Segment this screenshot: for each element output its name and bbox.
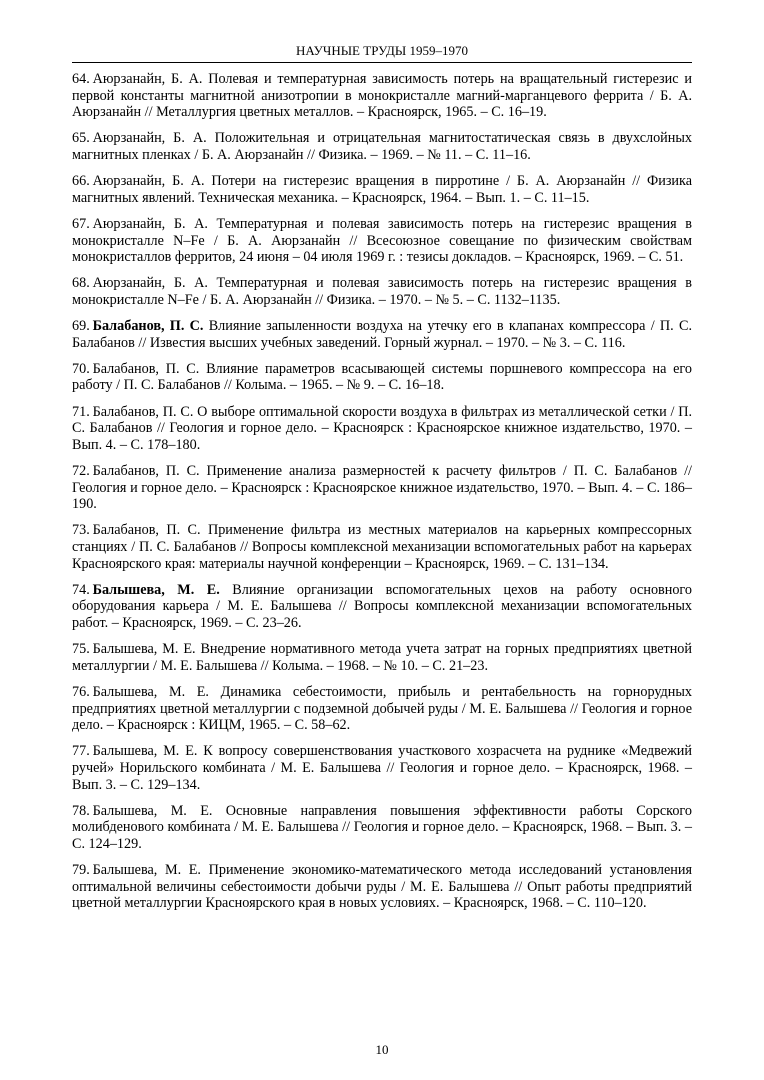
entry-text: Влияние запыленности воздуха на утечку его в клапанах компрессора / П. С. Балабанов // Известия высших учебных заведений. Горный журнал. – 1970. – № 3. – С. 116. [72,318,692,351]
bibliography-entry [72,404,692,454]
entry-number: 73. [72,522,90,539]
entry-number: 69. [72,318,90,335]
bibliography-entry [72,522,692,572]
entry-author: Балабанов, П. С. [92,318,204,335]
entry-text: Аюрзанайн, Б. А. Потери на гистерезис вращения в пирротине / Б. А. Аюрзанайн // Физика магнитных явлений. Техническая механика. – Красноярск, 1964. – Вып. 1. – С. 11–15. [72,173,692,206]
bibliography-entry [72,71,692,121]
header-rule [72,62,692,63]
entry-number: 68. [72,275,90,292]
entry-number: 67. [72,215,90,232]
entry-text: Аюрзанайн, Б. А. Температурная и полевая зависимость потерь на гистерезис вращения в монокристалле N–Fe / Б. А. Аюрзанайн // Всесоюзное совещание по физическим свойствам монокристаллов ферритов, 24 июня – 04 июля 1969 г. : тезисы докладов. – Красноярск, 1969. – С. 51. [72,215,692,266]
entry-text: Аюрзанайн, Б. А. Положительная и отрицательная магнитостатическая связь в двухслойных магнитных пленках / Б. А. Аюрзанайн // Физика. – 1969. – № 11. – С. 11–16. [72,130,692,163]
entry-text: Аюрзанайн, Б. А. Полевая и температурная зависимость потерь на вращательный гистерезис и первой константы магнитной анизотропии в монокристалле магний-марганцевого феррита / Б. А. Аюрзанайн // Металлургия цветных металлов. – Красноярск, 1965. – С. 16–19. [72,71,692,121]
bibliography-entry [72,216,692,266]
bibliography-entry [72,275,692,308]
entry-text: Влияние организации вспомогательных цехов на работу основного оборудования карьера / М. Е. Балышева // Вопросы комплексной механизации вспомогательных работ. – Красноярск, 1969. – С. 23–26. [72,581,692,631]
entry-text: Балышева, М. Е. Внедрение нормативного метода учета затрат на горных предприятиях цветной металлургии / М. Е. Балышева // Колыма. – 1968. – № 10. – С. 21–23. [72,641,692,674]
entry-text: Балышева, М. Е. Основные направления повышения эффективности работы Сорского молибденового комбината / М. Е. Балышева // Геология и горное дело. – Красноярск, 1968. – Вып. 3. – С. 124–129. [72,802,692,852]
entry-text: Балышева, М. Е. Динамика себестоимости, прибыль и рентабельность на горнорудных предприятиях цветной металлургии с подземной добычей руды / М. Е. Балышева // Геология и горное дело. – Красноярск : КИЦМ, 1965. – С. 58–62. [72,683,692,734]
running-header: НАУЧНЫЕ ТРУДЫ 1959–1970 [296,43,468,58]
entry-number: 72. [72,463,90,480]
entry-number: 65. [72,130,90,147]
entry-text: Аюрзанайн, Б. А. Температурная и полевая зависимость потерь на гистерезис вращения в монокристалле N–Fe / Б. А. Аюрзанайн // Физика. – 1970. – № 5. – С. 1132–1135. [72,275,692,308]
bibliography-entry [72,641,692,674]
bibliography-entry [72,318,692,351]
bibliography-entry [72,361,692,394]
entry-text: Балышева, М. Е. Применение экономико-математического метода исследований установления оптимальной величины себестоимости добычи руды / М. Е. Балышева // Опыт работы предприятий цветной металлургии Красноярского края в новых условиях. – Красноярск, 1968. – С. 110–120. [72,862,692,912]
entry-number: 77. [72,743,90,760]
bibliography-entry [72,173,692,206]
entry-text: Балышева, М. Е. К вопросу совершенствования участкового хозрасчета на руднике «Медвежий ручей» Норильского комбината / М. Е. Балышева // Геология и горное дело. – Красноярск, 1968. – Вып. 3. – С. 129–134. [72,743,692,793]
bibliography-entry [72,582,692,632]
bibliography-entry [72,803,692,853]
entry-text: Балабанов, П. С. О выборе оптимальной скорости воздуха в фильтрах из металлической сетки / П. С. Балабанов // Геология и горное дело. – Красноярск : Красноярское книжное издательство, 1970. – Вып. 4. – С. 178–180. [72,403,692,453]
entry-number: 74. [72,581,90,598]
entry-number: 76. [72,683,90,700]
entry-text: Балабанов, П. С. Применение анализа размерностей к расчету фильтров / П. С. Балабанов // Геология и горное дело. – Красноярск : Красноярское книжное издательство, 1970. – Вып. 4. – С. 186–190. [72,463,692,513]
bibliography-entry [72,463,692,513]
entry-text: Балабанов, П. С. Влияние параметров всасывающей системы поршневого компрессора на его работу / П. С. Балабанов // Колыма. – 1965. – № 9. – С. 16–18. [72,360,692,394]
entry-number: 78. [72,802,90,819]
bibliography-entry [72,862,692,912]
entry-author: Балышева, М. Е. [92,581,220,598]
page-number: 10 [375,1042,389,1057]
entry-number: 64. [72,71,90,87]
bibliography-entry [72,684,692,734]
entry-number: 66. [72,173,90,190]
bibliography-entry [72,743,692,793]
bibliography-list [72,71,692,921]
bibliography-entry [72,130,692,163]
entry-text: Балабанов, П. С. Применение фильтра из местных материалов на карьерных компрессорных станциях / П. С. Балабанов // Вопросы комплексной механизации вспомогательных работ на карьерах Красноярского края: материалы научной конференции – Красноярск, 1969. – С. 131–134. [72,522,692,572]
entry-number: 79. [72,862,90,879]
entry-number: 75. [72,641,90,658]
entry-number: 71. [72,403,90,420]
entry-number: 70. [72,360,90,377]
